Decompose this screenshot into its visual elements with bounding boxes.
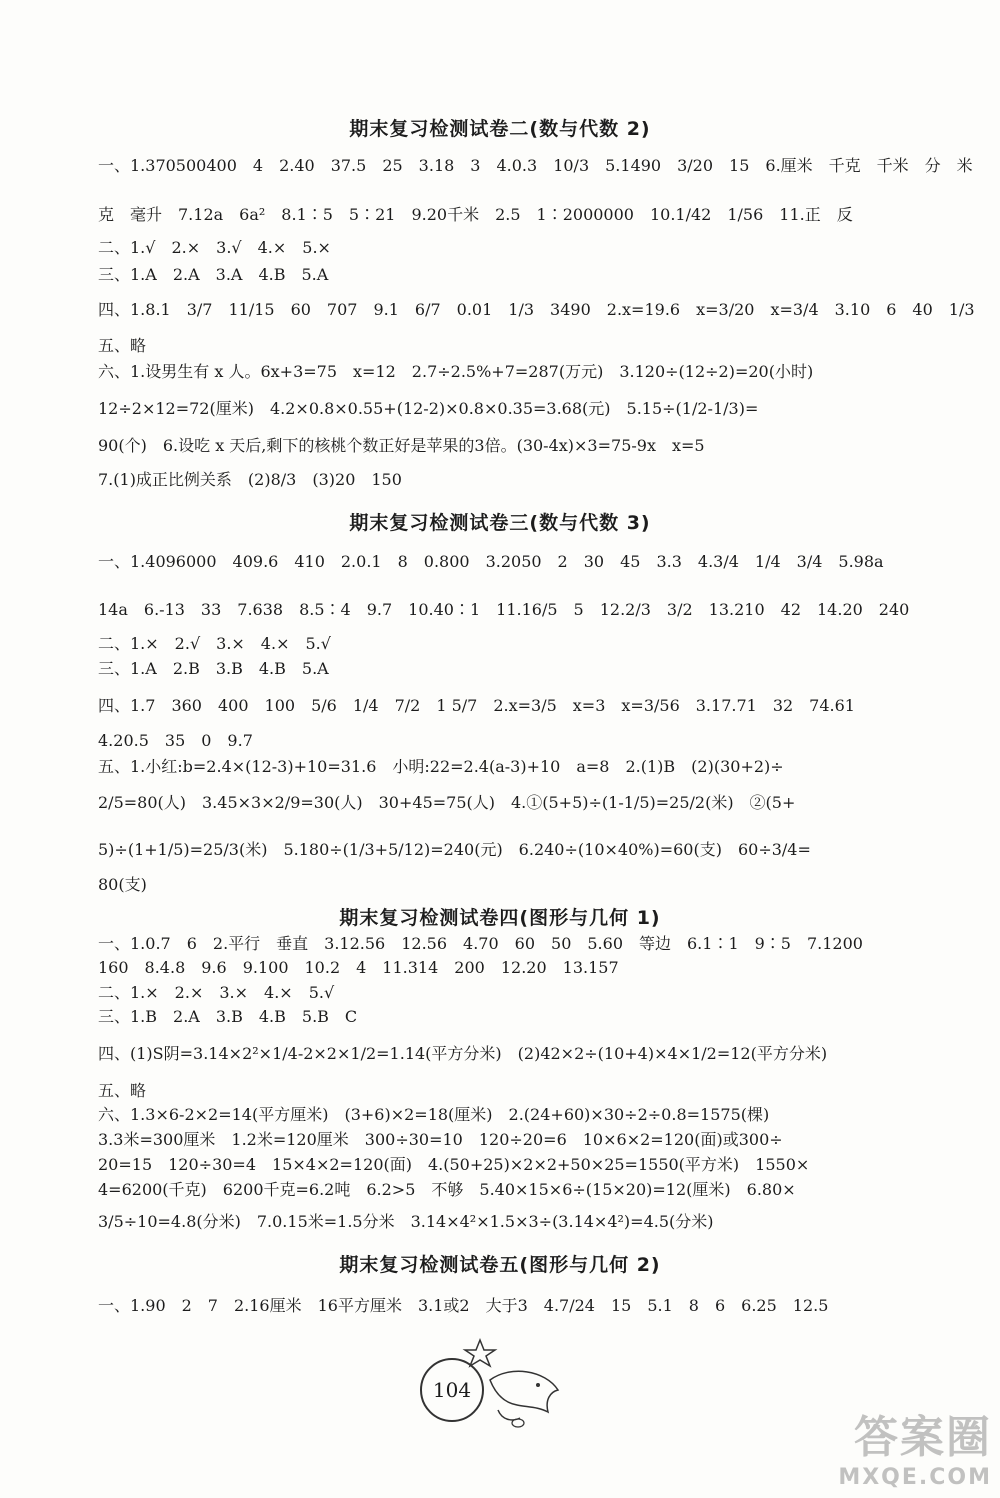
answer-line: 三、1.A 2.B 3.B 4.B 5.A — [98, 659, 329, 678]
answer-line: 二、1.√ 2.× 3.√ 4.× 5.× — [98, 238, 331, 257]
answer-line: 5)÷(1+1/5)=25/3(米) 5.180÷(1/3+5/12)=240(元) 6.240÷(10×40%)=60(支) 60÷3/4= — [98, 840, 811, 859]
answer-line: 90(个) 6.设吃 x 天后,剩下的核桃个数正好是苹果的3倍。(30-4x)×3=75-9x x=5 — [98, 436, 705, 455]
section-title: 期末复习检测试卷四(图形与几何 1) — [339, 907, 661, 929]
answer-line: 五、1.小红:b=2.4×(12-3)+10=31.6 小明:22=2.4(a-3)+10 a=8 2.(1)B (2)(30+2)÷ — [98, 757, 784, 776]
answer-line: 五、略 — [98, 1081, 147, 1100]
answer-line: 2/5=80(人) 3.45×3×2/9=30(人) 30+45=75(人) 4.①(5+5)÷(1-1/5)=25/2(米) ②(5+ — [98, 793, 796, 812]
answer-line: 4=6200(千克) 6200千克=6.2吨 6.2>5 不够 5.40×15×6÷(15×20)=12(厘米) 6.80× — [98, 1180, 796, 1199]
answer-line: 一、1.4096000 409.6 410 2.0.1 8 0.800 3.2050 2 30 45 3.3 4.3/4 1/4 3/4 5.98a — [98, 552, 884, 571]
section-title: 期末复习检测试卷五(图形与几何 2) — [339, 1254, 661, 1276]
answer-line: 4.20.5 35 0 9.7 — [98, 731, 253, 750]
answer-line: 二、1.× 2.√ 3.× 4.× 5.√ — [98, 634, 331, 653]
answer-line: 一、1.90 2 7 2.16厘米 16平方厘米 3.1或2 大于3 4.7/24 15 5.1 8 6 6.25 12.5 — [98, 1296, 829, 1315]
answer-line: 3/5÷10=4.8(分米) 7.0.15米=1.5分米 3.14×4²×1.5×3÷(3.14×4²)=4.5(分米) — [98, 1212, 714, 1231]
watermark — [838, 1401, 992, 1490]
watermark-logo: 答案圈 — [854, 1412, 992, 1463]
page-number: 104 — [420, 1358, 484, 1422]
answer-line: 六、1.3×6-2×2=14(平方厘米) (3+6)×2=18(厘米) 2.(24+60)×30÷2÷0.8=1575(棵) — [98, 1105, 770, 1124]
answer-line: 3.3米=300厘米 1.2米=120厘米 300÷30=10 120÷20=6 10×6×2=120(面)或300÷ — [98, 1130, 783, 1149]
answer-line: 一、1.0.7 6 2.平行 垂直 3.12.56 12.56 4.70 60 50 5.60 等边 6.1∶1 9∶5 7.1200 — [98, 934, 863, 953]
answer-line: 12÷2×12=72(厘米) 4.2×0.8×0.55+(12-2)×0.8×0.35=3.68(元) 5.15÷(1/2-1/3)= — [98, 399, 759, 418]
answer-line: 四、1.7 360 400 100 5/6 1/4 7/2 1 5/7 2.x=3/5 x=3 x=3/56 3.17.71 32 74.61 — [98, 696, 855, 715]
answer-line: 六、1.设男生有 x 人。6x+3=75 x=12 2.7÷2.5%+7=287(万元) 3.120÷(12÷2)=20(小时) — [98, 362, 814, 381]
answer-line: 14a 6.-13 33 7.638 8.5∶4 9.7 10.40∶1 11.16/5 5 12.2/3 3/2 13.210 42 14.20 240 — [98, 600, 910, 619]
answer-line: 80(支) — [98, 875, 147, 894]
answer-line: 五、略 — [98, 336, 147, 355]
answer-line: 160 8.4.8 9.6 9.100 10.2 4 11.314 200 12.20 13.157 — [98, 958, 619, 977]
watermark-url: MXQE.COM — [838, 1465, 992, 1490]
star-icon — [465, 1340, 495, 1366]
answer-line: 一、1.370500400 4 2.40 37.5 25 3.18 3 4.0.3 10/3 5.1490 3/20 15 6.厘米 千克 千米 分 米 — [98, 156, 973, 175]
answer-line: 四、(1)S阴=3.14×2²×1/4-2×2×1/2=1.14(平方分米) (2)42×2÷(10+4)×4×1/2=12(平方分米) — [98, 1044, 828, 1063]
answer-line: 二、1.× 2.× 3.× 4.× 5.√ — [98, 983, 335, 1002]
answer-line: 三、1.A 2.A 3.A 4.B 5.A — [98, 265, 329, 284]
answer-line: 7.(1)成正比例关系 (2)8/3 (3)20 150 — [98, 470, 402, 489]
section-title: 期末复习检测试卷二(数与代数 2) — [349, 118, 651, 140]
section-title: 期末复习检测试卷三(数与代数 3) — [349, 512, 651, 534]
answer-line: 20=15 120÷30=4 15×4×2=120(面) 4.(50+25)×2×2+50×25=1550(平方米) 1550× — [98, 1155, 810, 1174]
answer-line: 四、1.8.1 3/7 11/15 60 707 9.1 6/7 0.01 1/3 3490 2.x=19.6 x=3/20 x=3/4 3.10 6 40 1/3 — [98, 300, 975, 319]
answer-line: 克 毫升 7.12a 6a² 8.1∶5 5∶21 9.20千米 2.5 1∶2000000 10.1/42 1/56 11.正 反 — [98, 205, 853, 224]
answer-line: 三、1.B 2.A 3.B 4.B 5.B C — [98, 1007, 358, 1026]
